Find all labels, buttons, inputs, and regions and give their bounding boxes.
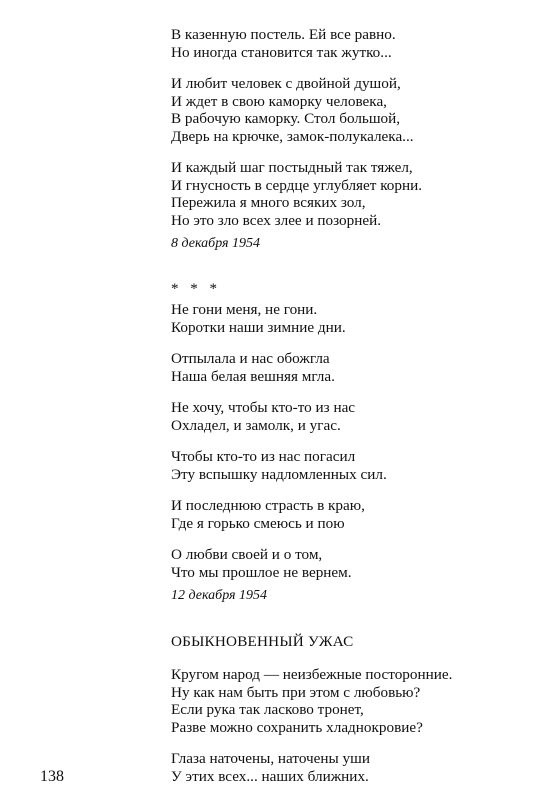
page-number: 138 — [40, 768, 64, 785]
verse-line: У этих всех... наших ближних. — [171, 767, 369, 785]
verse-line: Дверь на крючке, замок-полукалека... — [171, 127, 414, 145]
verse-line: И ждет в свою каморку человека, — [171, 92, 387, 110]
stanza — [171, 546, 531, 581]
poem-continuation — [171, 26, 531, 252]
verse-line: Разве можно сохранить хладнокровие? — [171, 718, 423, 736]
verse-line: Отпылала и нас обожгла — [171, 350, 330, 367]
verse-line: Эту вспышку надломленных сил. — [171, 465, 387, 483]
stanza — [171, 399, 531, 434]
poem-heading-asterisks: * * * — [171, 281, 221, 297]
verse-line: Чтобы кто-то из нас погасил — [171, 448, 356, 465]
poem-titled — [171, 633, 531, 785]
verse-line: Охладел, и замолк, и угас. — [171, 416, 341, 434]
poem-untitled — [171, 281, 531, 604]
verse-line: Но это зло всех злее и позорней. — [171, 211, 382, 229]
verse-line: Ну как нам быть при этом с любовью? — [171, 683, 421, 701]
verse-line: Не хочу, чтобы кто-то из нас — [171, 399, 356, 416]
verse-line: Кругом народ — неизбежные посторонние. — [171, 666, 453, 683]
verse-line: Наша белая вешняя мгла. — [171, 367, 335, 385]
verse-line: И любит человек с двойной душой, — [171, 75, 401, 92]
verse-line: Что мы прошлое не вернем. — [171, 563, 352, 581]
verse-line: И каждый шаг постыдный так тяжел, — [171, 159, 413, 176]
stanza — [171, 497, 531, 532]
stanza — [171, 750, 531, 785]
verse-line: В рабочую каморку. Стол большой, — [171, 110, 401, 127]
poem-title: ОБЫКНОВЕННЫЙ УЖАС — [171, 633, 354, 650]
verse-line: Где я горько смеюсь и пою — [171, 514, 345, 532]
poem-date: 12 декабря 1954 — [171, 588, 268, 603]
poem-date: 8 декабря 1954 — [171, 236, 261, 251]
stanza — [171, 26, 531, 61]
stanza — [171, 350, 531, 385]
verse-line: Если рука так ласково тронет, — [171, 701, 364, 718]
verse-line: Пережила я много всяких зол, — [171, 194, 366, 211]
verse-line: Не гони меня, не гони. — [171, 301, 318, 318]
stanza — [171, 159, 531, 229]
page-content — [171, 26, 531, 785]
stanza — [171, 666, 531, 736]
stanza — [171, 448, 531, 483]
verse-line: И гнусность в сердце углубляет корни. — [171, 176, 423, 194]
verse-line: Коротки наши зимние дни. — [171, 318, 346, 336]
stanza — [171, 301, 531, 336]
verse-line: В казенную постель. Ей все равно. — [171, 26, 396, 43]
stanza — [171, 75, 531, 145]
verse-line: Глаза наточены, наточены уши — [171, 750, 370, 767]
verse-line: О любви своей и о том, — [171, 546, 323, 563]
verse-line: Но иногда становится так жутко... — [171, 43, 392, 61]
verse-line: И последнюю страсть в краю, — [171, 497, 365, 514]
